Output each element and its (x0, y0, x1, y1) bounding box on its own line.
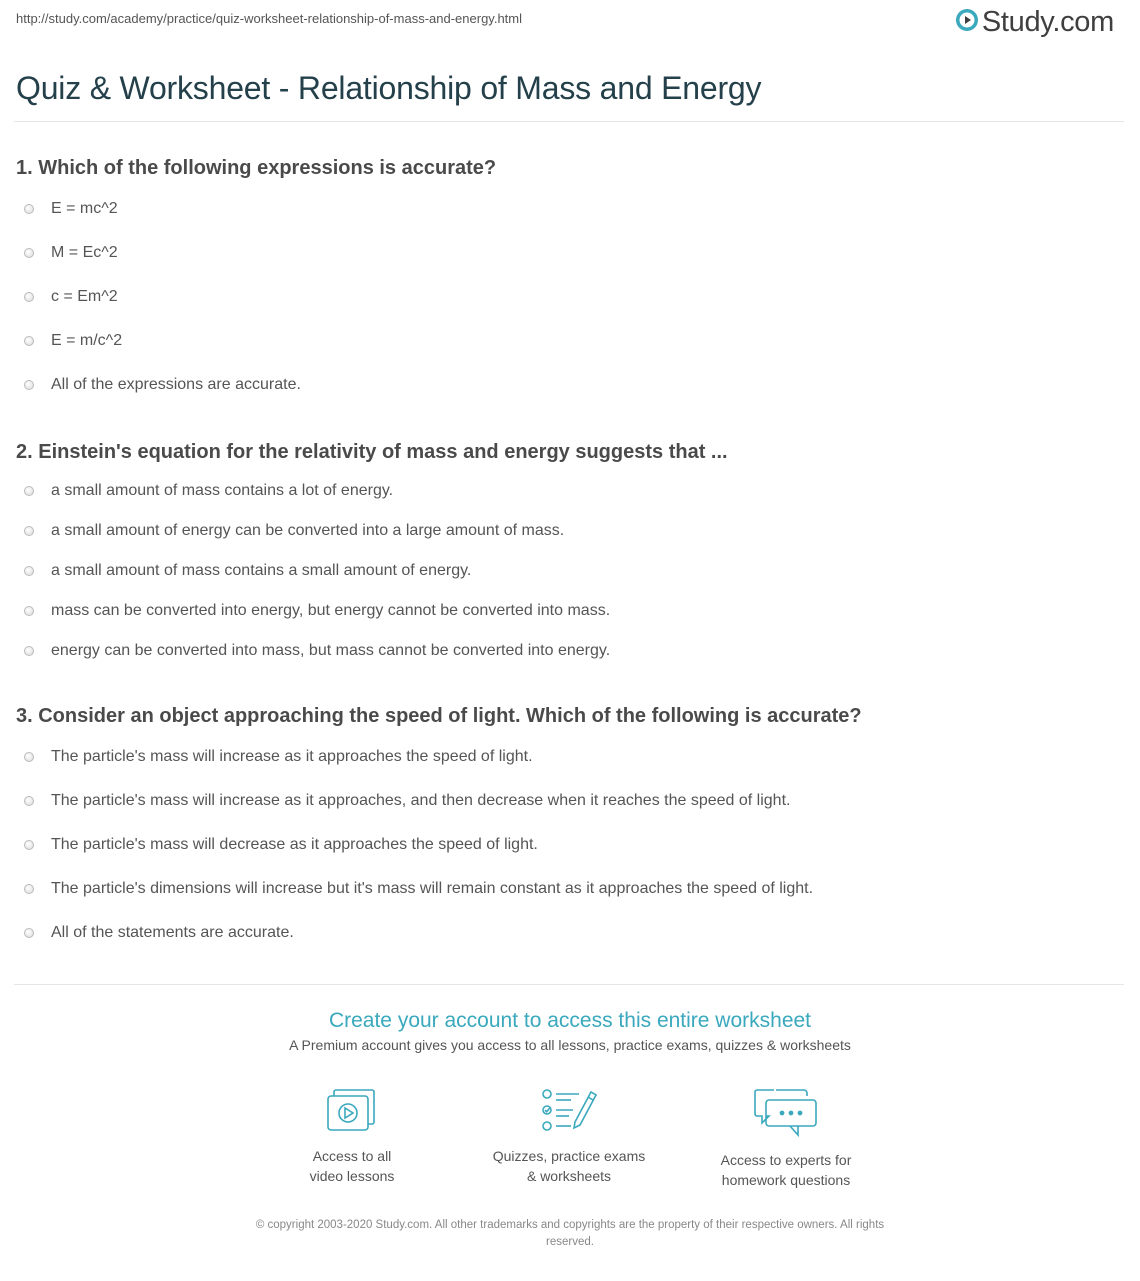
radio-button[interactable] (24, 526, 34, 536)
feature-label (252, 1146, 452, 1186)
option-label: mass can be converted into energy, but energy cannot be converted into mass. (51, 602, 611, 619)
page-url: http://study.com/academy/practice/quiz-worksheet-relationship-of-mass-and-energy.html (16, 11, 523, 26)
feature-line: Access to experts for (720, 1152, 852, 1168)
feature-label (686, 1150, 886, 1190)
video-lessons-icon (252, 1088, 452, 1134)
radio-button[interactable] (24, 204, 34, 214)
answer-option[interactable] (16, 200, 118, 218)
feature-line: Access to all (312, 1148, 392, 1164)
radio-button[interactable] (24, 248, 34, 258)
answer-option[interactable] (16, 836, 538, 854)
question-1 (16, 156, 1116, 393)
cta-title[interactable]: Create your account to access this entire worksheet (328, 1009, 812, 1032)
option-label: E = m/c^2 (51, 332, 123, 349)
quiz-checklist-icon (469, 1088, 669, 1134)
option-label: a small amount of energy can be converted into a large amount of mass. (51, 522, 565, 539)
option-label: The particle's mass will decrease as it approaches the speed of light. (51, 836, 538, 853)
radio-button[interactable] (24, 884, 34, 894)
question-text: 1. Which of the following expressions is accurate? (16, 157, 497, 179)
radio-button[interactable] (24, 606, 34, 616)
answer-option[interactable] (16, 562, 471, 580)
radio-button[interactable] (24, 380, 34, 390)
answer-option[interactable] (16, 924, 294, 942)
option-label: E = mc^2 (51, 200, 118, 217)
option-label: M = Ec^2 (51, 244, 118, 261)
answer-option[interactable] (16, 244, 118, 262)
answer-option[interactable] (16, 376, 301, 394)
radio-button[interactable] (24, 292, 34, 302)
answer-option[interactable] (16, 288, 118, 306)
feature-experts (686, 1088, 886, 1190)
header-divider (14, 121, 1124, 122)
question-3 (16, 704, 1116, 941)
answer-option[interactable] (16, 748, 533, 766)
question-2 (16, 440, 1116, 659)
radio-button[interactable] (24, 486, 34, 496)
study-logo[interactable] (955, 6, 1114, 39)
footer-line: reserved. (546, 1236, 594, 1248)
option-label: a small amount of mass contains a small amount of energy. (51, 562, 472, 579)
feature-line: Quizzes, practice exams (492, 1148, 646, 1164)
feature-line: video lessons (309, 1168, 395, 1184)
radio-button[interactable] (24, 566, 34, 576)
option-label: a small amount of mass contains a lot of energy. (51, 482, 394, 499)
footer-line: © copyright 2003-2020 Study.com. All other trademarks and copyrights are the property of their respective owners. All rights (255, 1219, 885, 1231)
radio-button[interactable] (24, 840, 34, 850)
logo-wordmark: Study.com (981, 6, 1114, 38)
option-label: The particle's mass will increase as it approaches, and then decrease when it reaches the speed of light. (51, 792, 791, 809)
expert-chat-icon (686, 1088, 886, 1138)
answer-option[interactable] (16, 332, 122, 350)
answer-option[interactable] (16, 880, 813, 898)
radio-button[interactable] (24, 796, 34, 806)
copyright-footer (210, 1217, 930, 1251)
answer-option[interactable] (16, 482, 393, 500)
option-label: All of the statements are accurate. (51, 924, 294, 941)
option-label: c = Em^2 (51, 288, 118, 305)
radio-button[interactable] (24, 336, 34, 346)
answer-option[interactable] (16, 642, 610, 660)
content-divider (14, 984, 1124, 985)
answer-option[interactable] (16, 602, 610, 620)
play-circle-icon (955, 8, 979, 37)
feature-video-lessons (252, 1088, 452, 1186)
option-label: energy can be converted into mass, but mass cannot be converted into energy. (51, 642, 611, 659)
option-label: The particle's mass will increase as it approaches the speed of light. (51, 748, 533, 765)
answer-option[interactable] (16, 792, 790, 810)
radio-button[interactable] (24, 752, 34, 762)
feature-label (469, 1146, 669, 1186)
feature-line: & worksheets (526, 1168, 612, 1184)
page-title: Quiz & Worksheet - Relationship of Mass and Energy (16, 70, 762, 106)
question-text: 3. Consider an object approaching the speed of light. Which of the following is accurate? (16, 705, 862, 727)
feature-line: homework questions (721, 1172, 851, 1188)
radio-button[interactable] (24, 928, 34, 938)
answer-option[interactable] (16, 522, 564, 540)
question-text: 2. Einstein's equation for the relativity of mass and energy suggests that ... (16, 441, 728, 463)
cta-subtitle: A Premium account gives you access to all lessons, practice exams, quizzes & worksheets (289, 1037, 851, 1053)
feature-quizzes (469, 1088, 669, 1186)
option-label: The particle's dimensions will increase but it's mass will remain constant as it approaches the speed of light. (51, 880, 814, 897)
option-label: All of the expressions are accurate. (51, 376, 301, 393)
radio-button[interactable] (24, 646, 34, 656)
